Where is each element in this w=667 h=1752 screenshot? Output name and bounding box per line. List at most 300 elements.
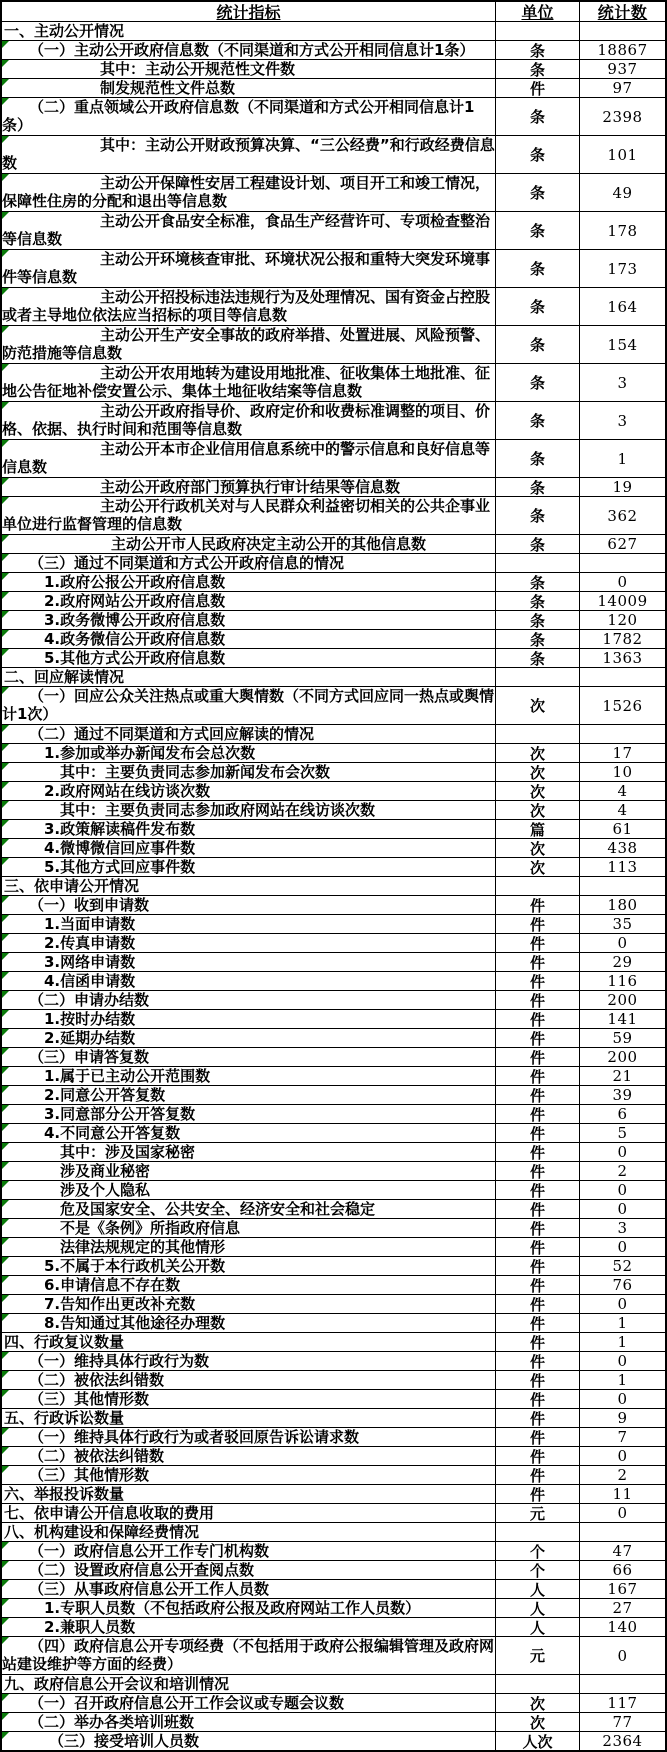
cell-error-marker-icon <box>2 1580 9 1587</box>
value-cell: 17 <box>612 744 633 762</box>
unit-cell: 件 <box>496 1314 580 1332</box>
unit-cell <box>496 1675 580 1693</box>
value-cell: 120 <box>607 611 638 629</box>
indicator-label: 五、行政诉讼数量 <box>4 1409 125 1427</box>
indicator-cell <box>2 250 496 287</box>
unit-cell: 件 <box>496 915 580 933</box>
table-row <box>2 1161 665 1180</box>
unit-cell: 条 <box>496 364 580 401</box>
value-cell: 97 <box>612 79 633 97</box>
table-row <box>2 1427 665 1446</box>
unit-cell: 次 <box>496 763 580 781</box>
unit-cell: 件 <box>496 1409 580 1427</box>
value-cell: 1782 <box>602 630 643 648</box>
indicator-label: （二）被依法纠错数 <box>29 1447 165 1465</box>
indicator-cell <box>2 1162 496 1180</box>
cell-error-marker-icon <box>2 991 9 998</box>
cell-error-marker-icon <box>2 497 9 504</box>
unit-cell: 元 <box>496 1637 580 1674</box>
unit-cell: 件 <box>496 1086 580 1104</box>
table-row <box>2 1503 665 1522</box>
table-row <box>2 686 665 724</box>
indicator-cell <box>2 801 496 819</box>
table-row <box>2 800 665 819</box>
indicator-cell <box>2 60 496 78</box>
indicator-label: 8.告知通过其他途径办理数 <box>44 1314 226 1332</box>
indicator-cell <box>2 668 496 686</box>
indicator-cell <box>2 1504 496 1522</box>
cell-error-marker-icon <box>2 402 9 409</box>
unit-cell: 件 <box>496 1466 580 1484</box>
value-cell: 29 <box>612 953 633 971</box>
table-row <box>2 1674 665 1693</box>
indicator-cell <box>2 22 496 40</box>
table-row <box>2 1693 665 1712</box>
indicator-label: 其中：主要负责同志参加政府网站在线访谈次数 <box>60 801 376 819</box>
value-cell: 39 <box>612 1086 633 1104</box>
table-row <box>2 1180 665 1199</box>
cell-error-marker-icon <box>2 136 9 143</box>
table-row <box>2 1522 665 1541</box>
table-row <box>2 1408 665 1427</box>
cell-error-marker-icon <box>2 592 9 599</box>
unit-cell: 条 <box>496 60 580 78</box>
unit-cell: 件 <box>496 1067 580 1085</box>
table-row <box>2 952 665 971</box>
indicator-cell <box>2 820 496 838</box>
unit-cell: 件 <box>496 934 580 952</box>
cell-error-marker-icon <box>2 611 9 618</box>
table-row <box>2 1332 665 1351</box>
unit-cell: 件 <box>496 1371 580 1389</box>
unit-cell: 件 <box>496 972 580 990</box>
unit-cell: 条 <box>496 41 580 59</box>
cell-error-marker-icon <box>2 1105 9 1112</box>
value-cell: 19 <box>612 478 633 496</box>
indicator-cell <box>2 79 496 97</box>
table-row <box>2 40 665 59</box>
table-row <box>2 1541 665 1560</box>
table-row <box>2 59 665 78</box>
unit-cell: 条 <box>496 136 580 173</box>
indicator-cell <box>2 41 496 59</box>
value-cell <box>580 668 665 686</box>
value-cell: 173 <box>607 259 638 278</box>
indicator-label: 1.参加或举办新闻发布会总次数 <box>44 744 256 762</box>
unit-cell: 条 <box>496 402 580 439</box>
unit-cell: 件 <box>496 1162 580 1180</box>
indicator-cell <box>2 1029 496 1047</box>
indicator-label: 7.告知作出更改补充数 <box>44 1295 196 1313</box>
indicator-cell <box>2 611 496 629</box>
indicator-label: 5.其他方式回应事件数 <box>44 858 196 876</box>
value-cell: 3 <box>617 373 628 392</box>
cell-error-marker-icon <box>2 478 9 485</box>
value-cell: 27 <box>612 1599 633 1617</box>
cell-error-marker-icon <box>2 934 9 941</box>
value-cell: 2 <box>617 1466 628 1484</box>
cell-error-marker-icon <box>2 573 9 580</box>
unit-cell: 条 <box>496 535 580 553</box>
cell-error-marker-icon <box>2 782 9 789</box>
table-row <box>2 1560 665 1579</box>
value-cell: 117 <box>607 1694 638 1712</box>
indicator-label: 6.申请信息不存在数 <box>44 1276 181 1294</box>
value-cell: 627 <box>607 535 638 553</box>
unit-cell: 件 <box>496 1219 580 1237</box>
value-cell: 1 <box>617 1333 628 1351</box>
indicator-label: （三）从事政府信息公开工作人员数 <box>29 1580 270 1598</box>
indicator-label: 八、机构建设和保障经费情况 <box>4 1523 200 1541</box>
cell-error-marker-icon <box>2 1713 9 1720</box>
unit-cell: 件 <box>496 1200 580 1218</box>
indicator-label: 1.专职人员数（不包括政府公报及政府网站工作人员数） <box>44 1599 421 1617</box>
indicator-cell <box>2 1637 496 1674</box>
indicator-cell <box>2 1428 496 1446</box>
indicator-label: 2.延期办结数 <box>44 1029 136 1047</box>
unit-cell: 元 <box>496 1504 580 1522</box>
indicator-cell <box>2 934 496 952</box>
unit-cell <box>496 668 580 686</box>
unit-cell: 件 <box>496 1105 580 1123</box>
indicator-cell <box>2 1314 496 1332</box>
cell-error-marker-icon <box>2 174 9 181</box>
indicator-label: 主动公开保障性安居工程建设计划、项目开工和竣工情况，保障性住房的分配和退出等信息数 <box>2 174 491 210</box>
indicator-cell <box>2 1238 496 1256</box>
indicator-label: 2.同意公开答复数 <box>44 1086 166 1104</box>
value-cell <box>580 877 665 895</box>
value-cell: 0 <box>617 1181 628 1199</box>
table-row <box>2 1731 665 1750</box>
table-row <box>2 439 665 477</box>
value-cell: 200 <box>607 991 638 1009</box>
indicator-label: 其中：主动公开规范性文件数 <box>100 60 296 78</box>
unit-cell: 条 <box>496 611 580 629</box>
value-cell: 167 <box>607 1580 638 1598</box>
table-row <box>2 1275 665 1294</box>
indicator-label: （二）申请办结数 <box>29 991 150 1009</box>
cell-error-marker-icon <box>2 858 9 865</box>
cell-error-marker-icon <box>2 1067 9 1074</box>
unit-cell: 人 <box>496 1618 580 1636</box>
indicator-label: 3.政务微博公开政府信息数 <box>44 611 226 629</box>
cell-error-marker-icon <box>2 535 9 542</box>
cell-error-marker-icon <box>2 60 9 67</box>
table-row <box>2 1446 665 1465</box>
value-cell: 178 <box>607 221 638 240</box>
value-cell: 61 <box>612 820 633 838</box>
value-cell: 35 <box>612 915 633 933</box>
indicator-label: 3.同意部分公开答复数 <box>44 1105 196 1123</box>
indicator-label: （三）其他情形数 <box>29 1390 150 1408</box>
unit-cell: 条 <box>496 174 580 211</box>
indicator-cell <box>2 1143 496 1161</box>
cell-error-marker-icon <box>2 1257 9 1264</box>
value-cell: 4 <box>617 801 628 819</box>
unit-cell: 件 <box>496 953 580 971</box>
indicator-cell <box>2 1599 496 1617</box>
table-row <box>2 21 665 40</box>
indicator-cell <box>2 1257 496 1275</box>
table-row <box>2 838 665 857</box>
unit-cell: 次 <box>496 687 580 724</box>
value-cell: 0 <box>617 1390 628 1408</box>
cell-error-marker-icon <box>2 1618 9 1625</box>
indicator-cell <box>2 1409 496 1427</box>
value-cell: 49 <box>612 183 633 202</box>
indicator-cell <box>2 1466 496 1484</box>
cell-error-marker-icon <box>2 953 9 960</box>
indicator-cell <box>2 1010 496 1028</box>
cell-error-marker-icon <box>2 763 9 770</box>
indicator-label: 其中：主要负责同志参加新闻发布会次数 <box>60 763 331 781</box>
indicator-label: 4.不同意公开答复数 <box>44 1124 181 1142</box>
indicator-label: 九、政府信息公开会议和培训情况 <box>4 1675 230 1693</box>
indicator-label: 主动公开食品安全标准，食品生产经营许可、专项检查整治等信息数 <box>2 212 491 248</box>
unit-cell: 件 <box>496 991 580 1009</box>
indicator-cell <box>2 687 496 724</box>
indicator-label: （三）其他情形数 <box>29 1466 150 1484</box>
table-row <box>2 1351 665 1370</box>
unit-cell: 件 <box>496 1010 580 1028</box>
indicator-label: 2.政府网站在线访谈次数 <box>44 782 211 800</box>
indicator-cell <box>2 953 496 971</box>
unit-cell: 次 <box>496 1694 580 1712</box>
indicator-label: 主动公开行政机关对与人民群众利益密切相关的公共企事业单位进行监督管理的信息数 <box>2 497 491 533</box>
header-indicator-label: 统计指标 <box>216 3 281 21</box>
value-cell: 0 <box>617 1200 628 1218</box>
cell-error-marker-icon <box>2 1694 9 1701</box>
cell-error-marker-icon <box>2 1162 9 1169</box>
cell-error-marker-icon <box>2 1447 9 1454</box>
indicator-cell <box>2 1694 496 1712</box>
indicator-label: 2.兼职人员数 <box>44 1618 136 1636</box>
indicator-cell <box>2 326 496 363</box>
value-cell: 7 <box>617 1428 628 1446</box>
unit-cell <box>496 877 580 895</box>
unit-cell: 次 <box>496 839 580 857</box>
unit-cell: 条 <box>496 98 580 135</box>
unit-cell: 人 <box>496 1599 580 1617</box>
indicator-cell <box>2 630 496 648</box>
indicator-cell <box>2 535 496 553</box>
value-cell <box>580 1523 665 1541</box>
indicator-cell <box>2 1447 496 1465</box>
cell-error-marker-icon <box>2 1352 9 1359</box>
table-row <box>2 1617 665 1636</box>
indicator-cell <box>2 573 496 591</box>
indicator-cell <box>2 1086 496 1104</box>
table-row <box>2 135 665 173</box>
indicator-label: 四、行政复议数量 <box>4 1333 125 1351</box>
table-row <box>2 1370 665 1389</box>
unit-cell: 次 <box>496 782 580 800</box>
cell-error-marker-icon <box>2 1732 9 1739</box>
value-cell <box>580 725 665 743</box>
cell-error-marker-icon <box>2 1276 9 1283</box>
header-unit-cell <box>496 2 580 21</box>
cell-error-marker-icon <box>2 820 9 827</box>
unit-cell <box>496 22 580 40</box>
indicator-label: 制发规范性文件总数 <box>100 79 236 97</box>
cell-error-marker-icon <box>2 1200 9 1207</box>
indicator-cell <box>2 972 496 990</box>
cell-error-marker-icon <box>2 649 9 656</box>
indicator-cell <box>2 1390 496 1408</box>
value-cell: 937 <box>607 60 638 78</box>
unit-cell: 条 <box>496 478 580 496</box>
unit-cell: 条 <box>496 326 580 363</box>
indicator-label: 主动公开环境核查审批、环境状况公报和重特大突发环境事件等信息数 <box>2 250 491 286</box>
unit-cell: 件 <box>496 1257 580 1275</box>
indicator-cell <box>2 1333 496 1351</box>
indicator-label: 4.信函申请数 <box>44 972 136 990</box>
value-cell: 0 <box>617 1143 628 1161</box>
unit-cell: 条 <box>496 440 580 477</box>
value-cell: 3 <box>617 411 628 430</box>
cell-error-marker-icon <box>2 687 9 694</box>
table-row <box>2 1047 665 1066</box>
table-row <box>2 762 665 781</box>
value-cell: 1 <box>617 449 628 468</box>
indicator-cell <box>2 212 496 249</box>
cell-error-marker-icon <box>2 1390 9 1397</box>
indicator-label: 不是《条例》所指政府信息 <box>60 1219 241 1237</box>
unit-cell: 件 <box>496 1428 580 1446</box>
value-cell: 21 <box>612 1067 633 1085</box>
indicator-label: （二）设置政府信息公开查阅点数 <box>29 1561 255 1579</box>
indicator-cell <box>2 1371 496 1389</box>
cell-error-marker-icon <box>2 915 9 922</box>
value-cell: 164 <box>607 297 638 316</box>
indicator-label: 1.当面申请数 <box>44 915 136 933</box>
cell-error-marker-icon <box>2 1466 9 1473</box>
cell-error-marker-icon <box>2 1599 9 1606</box>
cell-error-marker-icon <box>2 1219 9 1226</box>
table-row <box>2 1579 665 1598</box>
table-row <box>2 971 665 990</box>
indicator-cell <box>2 174 496 211</box>
indicator-label: 一、主动公开情况 <box>4 22 125 40</box>
indicator-label: 涉及个人隐私 <box>60 1181 151 1199</box>
indicator-cell <box>2 364 496 401</box>
indicator-label: 六、举报投诉数量 <box>4 1485 125 1503</box>
unit-cell: 件 <box>496 1352 580 1370</box>
unit-cell: 件 <box>496 1029 580 1047</box>
indicator-label: 主动公开农用地转为建设用地批准、征收集体土地批准、征地公告征地补偿安置公示、集体土地征收结案等信息数 <box>2 364 491 400</box>
table-row <box>2 572 665 591</box>
table-row <box>2 990 665 1009</box>
indicator-cell <box>2 497 496 534</box>
indicator-label: （一）维持具体行政行为数 <box>29 1352 210 1370</box>
indicator-label: 主动公开本市企业信用信息系统中的警示信息和良好信息等信息数 <box>2 440 491 476</box>
cell-error-marker-icon <box>2 554 9 561</box>
indicator-label: 法律法规规定的其他情形 <box>60 1238 226 1256</box>
cell-error-marker-icon <box>2 744 9 751</box>
indicator-cell <box>2 554 496 572</box>
value-cell <box>580 22 665 40</box>
indicator-cell <box>2 478 496 496</box>
indicator-label: （二）被依法纠错数 <box>29 1371 165 1389</box>
cell-error-marker-icon <box>2 41 9 48</box>
unit-cell: 个 <box>496 1542 580 1560</box>
indicator-cell <box>2 1675 496 1693</box>
cell-error-marker-icon <box>2 725 9 732</box>
value-cell: 5 <box>617 1124 628 1142</box>
value-cell: 3 <box>617 1219 628 1237</box>
indicator-label: （一）回应公众关注热点或重大舆情数（不同方式回应同一热点或舆情计1次） <box>2 687 495 723</box>
table-row <box>2 1256 665 1275</box>
table-row <box>2 591 665 610</box>
indicator-cell <box>2 877 496 895</box>
value-cell: 362 <box>607 506 638 525</box>
value-cell: 9 <box>617 1409 628 1427</box>
indicator-cell <box>2 288 496 325</box>
indicator-label: （二）通过不同渠道和方式回应解读的情况 <box>29 725 315 743</box>
indicator-cell <box>2 1276 496 1294</box>
indicator-label: （一）政府信息公开工作专门机构数 <box>29 1542 270 1560</box>
table-row <box>2 1104 665 1123</box>
cell-error-marker-icon <box>2 839 9 846</box>
table-row <box>2 1066 665 1085</box>
value-cell: 180 <box>607 896 638 914</box>
indicator-cell <box>2 1713 496 1731</box>
unit-cell: 人 <box>496 1580 580 1598</box>
table-row <box>2 648 665 667</box>
value-cell: 200 <box>607 1048 638 1066</box>
unit-cell: 件 <box>496 79 580 97</box>
unit-cell: 件 <box>496 1181 580 1199</box>
table-row <box>2 477 665 496</box>
indicator-cell <box>2 1219 496 1237</box>
cell-error-marker-icon <box>2 440 9 447</box>
cell-error-marker-icon <box>2 1314 9 1321</box>
cell-error-marker-icon <box>2 98 9 105</box>
unit-cell: 件 <box>496 1333 580 1351</box>
indicator-label: 涉及商业秘密 <box>60 1162 151 1180</box>
table-row <box>2 1009 665 1028</box>
table-row <box>2 743 665 762</box>
table-row <box>2 325 665 363</box>
table-row <box>2 1085 665 1104</box>
unit-cell <box>496 554 580 572</box>
cell-error-marker-icon <box>2 1086 9 1093</box>
unit-cell: 件 <box>496 1485 580 1503</box>
unit-cell: 条 <box>496 212 580 249</box>
cell-error-marker-icon <box>2 801 9 808</box>
unit-cell: 条 <box>496 649 580 667</box>
value-cell: 11 <box>612 1485 633 1503</box>
value-cell: 66 <box>612 1561 633 1579</box>
indicator-label: 三、依申请公开情况 <box>4 877 140 895</box>
table-row <box>2 1465 665 1484</box>
value-cell: 4 <box>617 782 628 800</box>
indicator-cell <box>2 1048 496 1066</box>
table-row <box>2 249 665 287</box>
table-row <box>2 211 665 249</box>
unit-cell: 件 <box>496 1143 580 1161</box>
value-cell: 438 <box>607 839 638 857</box>
value-cell: 141 <box>607 1010 638 1028</box>
table-row <box>2 895 665 914</box>
cell-error-marker-icon <box>2 250 9 257</box>
unit-cell: 条 <box>496 630 580 648</box>
indicator-label: （一）收到申请数 <box>29 896 150 914</box>
indicator-label: 主动公开生产安全事故的政府举措、处置进展、风险预警、防范措施等信息数 <box>2 326 491 362</box>
header-count-cell <box>580 2 665 21</box>
indicator-cell <box>2 1105 496 1123</box>
unit-cell: 件 <box>496 1048 580 1066</box>
